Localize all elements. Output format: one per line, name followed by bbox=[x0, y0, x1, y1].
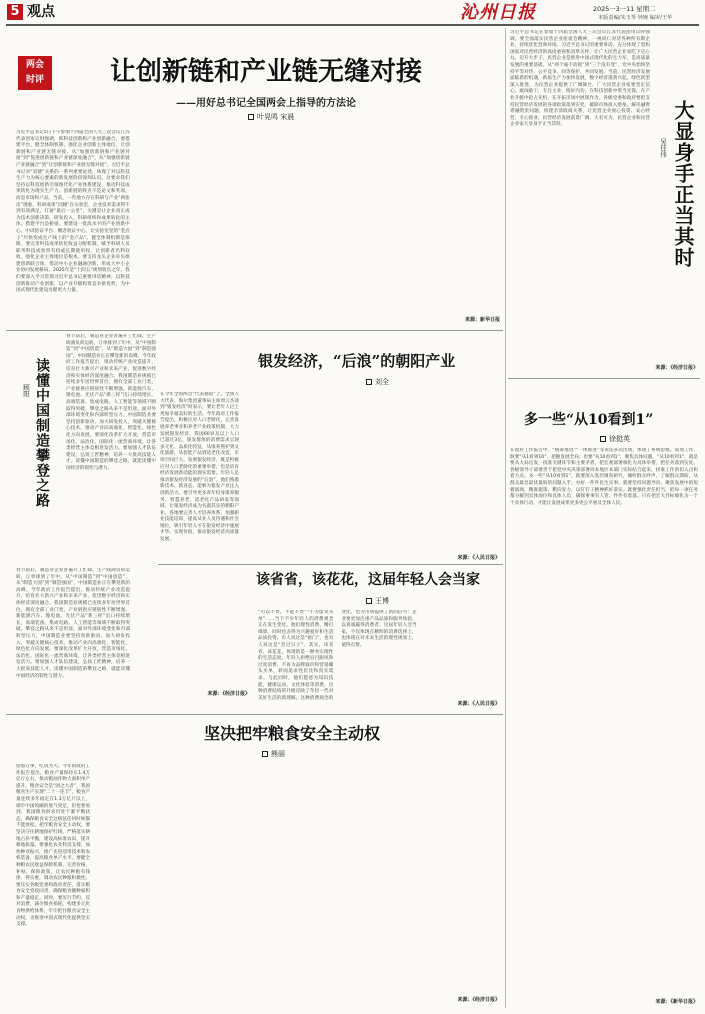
lead-author: 叶晃鸣 宋晨 bbox=[257, 113, 295, 121]
manufacturing-source: 来源：《经济日报》 bbox=[207, 691, 250, 697]
silver-byline bbox=[366, 377, 389, 387]
page-number: 5 bbox=[10, 4, 20, 19]
byline-marker-icon bbox=[262, 751, 268, 757]
byline-marker-icon bbox=[366, 598, 372, 604]
lead-body bbox=[16, 130, 501, 316]
manufacturing-body-upper bbox=[66, 334, 156, 564]
commentary-tag-line1: 两会 bbox=[25, 60, 44, 70]
silver-source: 来源：《人民日报》 bbox=[457, 555, 500, 561]
over-ten-source: 来源：《新华日报》 bbox=[655, 999, 698, 1005]
youth-body bbox=[258, 610, 500, 706]
over-ten-author: 徐挺英 bbox=[609, 435, 630, 443]
byline-marker-icon bbox=[248, 114, 254, 120]
silver-body bbox=[160, 392, 500, 552]
manufacturing-headline: 读懂中国制造攀登之路 bbox=[34, 358, 50, 508]
divider-right-mid bbox=[508, 378, 700, 379]
brand-logo: 沁州日报 bbox=[460, 2, 536, 23]
over-ten-body-text: 在政府工作报告中，“统筹推进”“一体推进”等说法多次出现，体现了系统思维。谋划工作，既要“从1看到10”，把握发展全局；也要“从10看到1”，聚焦具体问题。“从10看到1”，就是要从大局出发，找准关键环节和主要矛盾，把宏观部署细化为具体举措，把任务落到实处。各级领导干部要善于把党中央决策部署同本地区本部门实际结合起来，找准工作的切入点和着力点。多一些“从10看到1”，就要深入基层调查研究，倾听群众呼声，了解群众期盼，从群众最急最忧最盼的问题入手，办好一件件民生实事。就要坚持问题导向，聚焦发展中的短板弱项，精准施策、靶向发力，以钉钉子精神抓好落实。就要强化责任担当，把每一项任务都分解到具体岗位和具体人员，确保事事有人管、件件有着落。只有把宏大目标细化为一个个具体行动，才能让发展成果更多更公平惠及全体人民。 bbox=[510, 448, 698, 506]
grain-body-text: 悠悠万事，吃饭为大。今年的政府工作报告提出，粮食产量保持在1.4万亿斤左右，推动粮油作物大面积单产提升。粮食安全是“国之大者”，我国粮食生产实现“二十一连丰”，粮食产量连续多年稳定在1.3万亿斤以上，端牢中国饭碗的底气更足。但也要看到，我国粮食供求仍处于紧平衡状态，确保粮食安全这根弦任何时候都不能放松。把牢粮食安全主动权，要坚决守住耕地保护红线，严格落实耕地占补平衡，建设高标准农田，提升耕地质量。要强化农业科技支撑，加快种业振兴，推广先进适用技术和农机装备，提高粮食单产水平。要健全种粮农民收益保障机制，完善价格、补贴、保险政策，让农民种粮有钱挣、得实惠，调动农民种粮积极性。要压实各级党委和政府责任，落实粮食安全党政同责，确保粮食播种面积和产量稳定。同时，要厉行节约、反对浪费，减少粮食损耗，构建多元化食物供给体系，牢牢把住粮食安全主动权，为推进中国式现代化提供坚实支撑。 bbox=[16, 764, 91, 928]
youth-source: 来源：《人民日报》 bbox=[457, 701, 500, 707]
manufacturing-body-lower bbox=[16, 568, 252, 696]
manufacturing-author: 顾阳 bbox=[22, 384, 30, 397]
divider-silver-bottom bbox=[158, 564, 503, 565]
lead-body-text: 习近平总书记5日下午参加十四届全国人大三次会议江苏代表团审议时强调，抓科技创新和产业创新融合，要搭建平台、健全体制机制，强化企业创新主体地位，让创新链和产业链无缝对接。从“加强创新链和产业链对接”到“促进创新链和产业链深度融合”，从“加强创新链产业链融合”到“让创新链和产业链无缝对接”，习近平总书记对“双链”关系的一系列重要论述，体现了对以科技生产力为核心要素的新发展阶段深刻认识。这要求我们坚持以科技创新引领现代化产业体系建设，推动科技成果转化为现实生产力。创新链的终点不是论文和奖项，而是市场和产品。当前，一些地方存在科研与产业“两张皮”现象，科研成果“沉睡”在实验室，企业技术需求得不到有效满足。打通“最后一公里”，关键是让企业真正成为技术创新决策、研发投入、科研组织和成果转化的主体。搭建平台是桥梁，要建设一批高水平的产业创新中心、中试验证平台、概念验证中心，让实验室里的“金点子”尽快变成生产线上的“金产品”。健全体制机制是保障，要完善科技成果转化收益分配机制，赋予科研人员职务科技成果所有权或长期使用权，让创新者名利双收。强化企业主体地位是根本，要支持龙头企业牵头组建创新联合体，带动中小企业融通创新，形成大中小企业协同发展格局。2025年是“十四五”规划收官之年，我们要深入学习贯彻习近平总书记重要讲话精神，以科技创新推动产业创新，以产业升级构筑竞争新优势，为中国式现代化建设贡献更大力量。 bbox=[16, 130, 130, 294]
manufacturing-byline bbox=[22, 384, 31, 397]
youth-headline: 该省省，该花花，这届年轻人会当家 bbox=[256, 572, 480, 588]
lead-source: 来源：新华日报 bbox=[464, 317, 500, 323]
editor-line: 本版责编/朱玉琴 钟婉 编审/王华 bbox=[598, 15, 673, 21]
grain-author: 熊丽 bbox=[271, 750, 285, 758]
grain-byline bbox=[262, 749, 285, 759]
youth-byline bbox=[366, 596, 389, 606]
commentary-tag-line2: 时评 bbox=[25, 75, 44, 85]
right-top-body-text: 习近平总书记在参加十四届全国人大三次会议江苏代表团审议时强调，要全面落实民营企业座谈会精神，一视同仁对待各种所有制企业，持续优化营商环境。习近平总书记的重要讲话，充分体现了党和国家对民营经济的高度重视和真挚关怀，让广大民营企业家吃下定心丸、迈开大步子。民营企业是推进中国式现代化的生力军，是高质量发展的重要基础。从“两个毫不动摇”到“三个没有变”，党中央始终坚持平等对待、公平竞争、同等保护、共同发展。当前，民营经济发展面临新的机遇，新质生产力加快发展，数字经济蓬勃兴起，绿色转型深入推进，为民营企业提供了广阔舞台。广大民营企业家要坚定信心，敢闯敢干，专注主业，练好内功，在科技创新中勇当先锋，在产业升级中抢占先机，在开拓市场中展现作为。各级党委和政府要把支持民营经济发展的各项政策落到实处，破除市场准入壁垒，解决融资难融资贵问题，构建亲清政商关系，让民营企业放心投资、安心经营、专心创业。民营经济发展前景广阔、大有可为，民营企业和民营企业家大显身手正当其时。 bbox=[510, 30, 650, 128]
divider-lead-bottom bbox=[6, 330, 503, 331]
youth-author: 王博 bbox=[375, 597, 389, 605]
byline-marker-icon bbox=[366, 379, 372, 385]
silver-headline: 银发经济，“后浪”的朝阳产业 bbox=[258, 352, 456, 370]
issue-date: 2025一3一11 星期二 bbox=[593, 5, 656, 13]
grain-headline: 坚决把牢粮食安全主动权 bbox=[204, 724, 381, 743]
manufacturing-body-text-continued: 春节前后，制造业企业普遍开工忙碌，生产线满负荷运转，订单排到了年中。从“中国制造”到“中国创造”，从“制造大国”到“制造强国”，中国制造业正在攀登新的高峰。今年政府工作报告提出，推动传统产业改造提升，培育壮大新兴产业和未来产业，促进数字经济和实体经济深度融合。我国制造业规模已连续多年居世界首位，拥有全部工业门类，产业链供应链韧性不断增强。新能源汽车、锂电池、光伏产品“新三样”出口持续增长，高端装备、集成电路、人工智能等领域不断取得突破。攀登之路从来不是坦途。面对外部环境变化和内部转型压力，中国制造业要坚持创新驱动，加大研发投入，突破关键核心技术，推动产业向高端化、智能化、绿色化方向发展。要深化改革扩大开放，营造市场化、法治化、国际化一流营商环境，让各类经营主体竞相迸发活力。要加强人才队伍建设，弘扬工匠精神，培养一大批高技能人才。读懂中国制造的攀登之路，就能读懂中国经济的韧性与潜力。 bbox=[16, 568, 130, 679]
silver-body-text: 在今年全国两会“代表通道”上，全国人大代表、海尔集团董事局主席周云杰谈到“银发经济”时表示，要让老年人过上更加幸福美好的生活。今年政府工作报告提出，积极应对人口老龄化，完善发展养老事业和养老产业政策机制，大力发展银发经济。我国60岁及以上人口已超过3亿，银发群体的消费需求呈现多元化、品质化特征，从康养照护到文化旅游，从智能产品到适老化改造，市场空间巨大。发展银发经济，既是积极应对人口老龄化的重要举措，也是培育经济发展新动能的现实需要。年轻人是推动银发经济发展的“后浪”，他们熟悉新技术、新业态，能够为银发产业注入创新活力。要引导更多青年投身康养服务、智慧养老、适老化产品研发等领域，让银发经济成为名副其实的朝阳产业。各地要完善人才培养体系，加强职业技能培训，提高从业人员待遇和社会地位，吸引年轻人才在银发经济中施展才华、实现价值，推动银发经济高质量发展。 bbox=[160, 392, 239, 543]
silver-author: 刘全 bbox=[375, 378, 389, 386]
commentary-tag bbox=[18, 56, 52, 90]
divider-right-column bbox=[505, 28, 506, 1008]
masthead-rule bbox=[6, 24, 699, 26]
over-ten-headline: 多一些“从10看到1” bbox=[524, 412, 654, 428]
section-name: 观点 bbox=[27, 4, 55, 20]
right-top-byline bbox=[659, 138, 668, 158]
youth-body-text: “可以不贵，不能不贵”“不为虚荣买单”……当下不少年轻人的消费观念正在发生变化，他们理性消费、精打细算，同时也舍得为兴趣爱好和生活品质投资。有人说这是“抠门”，也有人说这是“会过日子”。其实，该省省、该花花，体现的是一种务实理性的生活态度。年轻人拒绝盲目跟风和过度消费，不再为品牌溢价和营销噱头买单，转而追求性价比和真实需求。与此同时，他们愿意为知识技能、健康运动、文化体验等消费，这种消费结构的升级反映了年轻一代对美好生活的新理解。这种消费观念的变化，也为市场提供了新的信号：企业要更加注重产品品质和服务体验，以真诚赢得消费者。这届年轻人会当家，不仅体现在精明的消费选择上，也体现在对未来生活的理性规划上，值得点赞。 bbox=[258, 610, 417, 701]
lead-byline bbox=[248, 112, 294, 122]
right-top-author: 吴佳伟 bbox=[659, 138, 667, 158]
manufacturing-body-text: 春节前后，制造业企业普遍开工忙碌，生产线满负荷运转，订单排到了年中。从“中国制造”到“中国创造”，从“制造大国”到“制造强国”，中国制造业正在攀登新的高峰。今年政府工作报告提出，推动传统产业改造提升，培育壮大新兴产业和未来产业，促进数字经济和实体经济深度融合。我国制造业规模已连续多年居世界首位，拥有全部工业门类，产业链供应链韧性不断增强。新能源汽车、锂电池、光伏产品“新三样”出口持续增长，高端装备、集成电路、人工智能等领域不断取得突破。攀登之路从来不是坦途。面对外部环境变化和内部转型压力，中国制造业要坚持创新驱动，加大研发投入，突破关键核心技术，推动产业向高端化、智能化、绿色化方向发展。要深化改革扩大开放，营造市场化、法治化、国际化一流营商环境，让各类经营主体竞相迸发活力。要加强人才队伍建设，弘扬工匠精神，培养一大批高技能人才。读懂中国制造的攀登之路，就能读懂中国经济的韧性与潜力。 bbox=[66, 334, 156, 471]
byline-marker-icon bbox=[600, 436, 606, 442]
grain-source: 来源：《经济日报》 bbox=[457, 997, 500, 1003]
page-number-badge bbox=[7, 4, 23, 20]
right-top-source: 来源：《经济日报》 bbox=[655, 365, 698, 371]
lead-subtitle: ——用好总书记全国两会上指导的方法论 bbox=[176, 98, 356, 109]
divider-grain-top bbox=[6, 714, 503, 715]
over-ten-byline bbox=[600, 434, 630, 444]
over-ten-body bbox=[510, 448, 698, 996]
right-top-body bbox=[510, 30, 650, 360]
grain-body bbox=[16, 764, 501, 992]
right-top-headline: 大显身手正当其时 bbox=[671, 100, 695, 268]
lead-headline: 让创新链和产业链无缝对接 bbox=[110, 57, 423, 87]
